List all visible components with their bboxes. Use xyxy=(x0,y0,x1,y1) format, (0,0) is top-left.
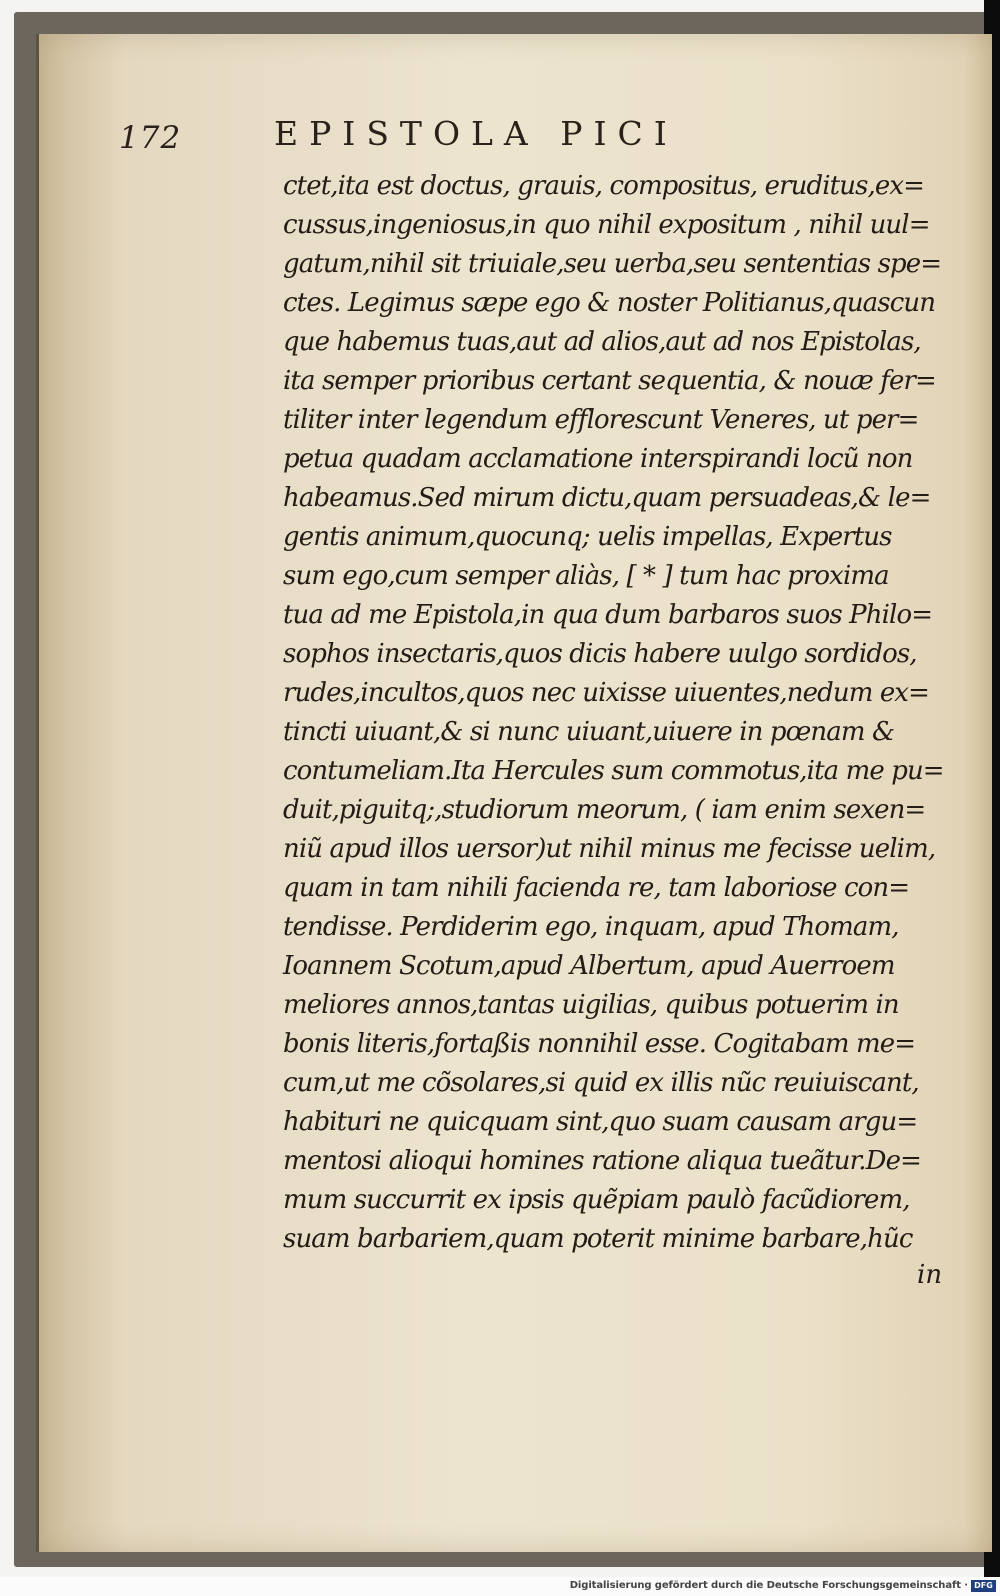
dfg-logo-icon: DFG xyxy=(971,1580,996,1592)
running-head: EPISTOLA PICI xyxy=(274,114,678,153)
text-line: ita semper prioribus certant sequentia, & nouæ fer= xyxy=(283,365,936,396)
text-line: mum succurrit ex ipsis quẽpiam paulò facũdiorem, xyxy=(283,1184,910,1215)
book-page xyxy=(36,34,992,1552)
text-line: cum,ut me cõsolares,si quid ex illis nũc reuiuiscant, xyxy=(283,1067,919,1098)
page-header xyxy=(119,114,939,174)
text-line: niũ apud illos uersor)ut nihil minus me fecisse uelim, xyxy=(283,833,936,864)
text-line: gentis animum,quocunq; uelis impellas, Expertus xyxy=(283,521,892,552)
text-line: sum ego,cum semper aliàs, [ * ] tum hac proxima xyxy=(283,560,889,591)
text-line: gatum,nihil sit triuiale,seu uerba,seu sententias spe= xyxy=(283,248,942,279)
text-line: habituri ne quicquam sint,quo suam causam argu= xyxy=(283,1106,918,1137)
text-line: quam in tam nihili facienda re, tam laboriose con= xyxy=(283,872,910,903)
body-text xyxy=(283,166,944,1258)
catchword: in xyxy=(917,1260,943,1290)
text-line: Ioannem Scotum,apud Albertum, apud Auerroem xyxy=(283,950,895,981)
text-line: duit,piguitq;,studiorum meorum, ( iam enim sexen= xyxy=(283,794,926,825)
text-line: contumeliam.Ita Hercules sum commotus,ita me pu= xyxy=(283,755,944,786)
digitization-credit: Digitalisierung gefördert durch die Deutsche Forschungsgemeinschaft · xyxy=(569,1580,968,1591)
text-line: tua ad me Epistola,in qua dum barbaros suos Philo= xyxy=(283,599,933,630)
text-line: tincti uiuant,& si nunc uiuant,uiuere in pœnam & xyxy=(283,716,895,747)
text-line: sophos insectaris,quos dicis habere uulgo sordidos, xyxy=(283,638,917,669)
page-number: 172 xyxy=(119,120,182,156)
text-line: que habemus tuas,aut ad alios,aut ad nos Epistolas, xyxy=(283,326,921,357)
text-line: tiliter inter legendum efflorescunt Veneres, ut per= xyxy=(283,404,919,435)
text-line: bonis literis,fortaßis nonnihil esse. Cogitabam me= xyxy=(283,1028,916,1059)
text-line: suam barbariem,quam poterit minime barbare,hũc xyxy=(283,1223,913,1254)
text-line: meliores annos,tantas uigilias, quibus potuerim in xyxy=(283,989,899,1020)
text-line: tendisse. Perdiderim ego, inquam, apud Thomam, xyxy=(283,911,899,942)
text-line: rudes,incultos,quos nec uixisse uiuentes,nedum ex= xyxy=(283,677,929,708)
text-line: habeamus.Sed mirum dictu,quam persuadeas,& le= xyxy=(283,482,931,513)
text-line: cussus,ingeniosus,in quo nihil expositum , nihil uul= xyxy=(283,209,930,240)
text-line: ctet,ita est doctus, grauis, compositus, eruditus,ex= xyxy=(283,170,925,201)
text-line: ctes. Legimus sæpe ego & noster Politianus,quascun xyxy=(283,287,936,318)
text-line: petua quadam acclamatione interspirandi locũ non xyxy=(283,443,913,474)
text-line: mentosi alioqui homines ratione aliqua tueãtur.De= xyxy=(283,1145,921,1176)
